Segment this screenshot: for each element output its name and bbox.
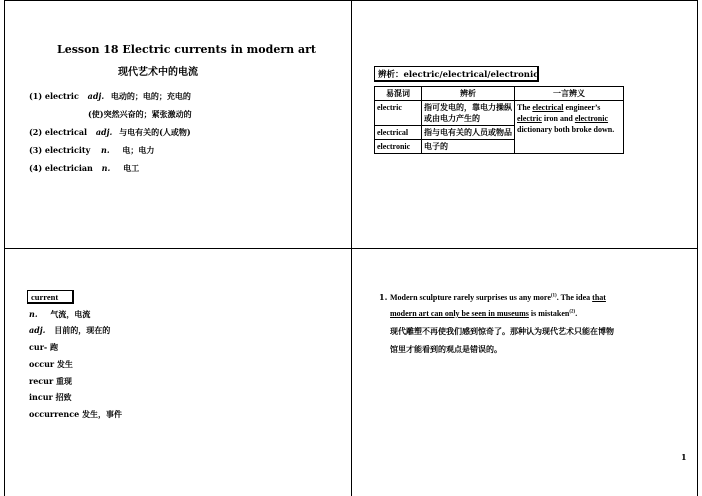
list-item: n. 气流，电流	[29, 309, 91, 319]
border-right	[697, 0, 698, 496]
page-number: 1	[681, 452, 687, 462]
example-word-electronic: electronic	[574, 114, 609, 123]
lesson-subtitle: 现代艺术中的电流	[118, 67, 198, 78]
vocab-entry-continued: (使)突然兴奋的；紧张激动的	[88, 109, 192, 119]
table-header-row	[375, 87, 624, 101]
example-word-electrical: electrical	[532, 103, 564, 112]
table-row	[375, 101, 624, 126]
sentence-number: 1.	[379, 292, 388, 302]
vocab-entry: (2) electrical adj. 与电有关的(人或物)	[29, 127, 191, 137]
table-cell-word: electric	[375, 101, 422, 126]
vocab-entry: (3) electricity n. 电；电力	[29, 145, 155, 155]
table-cell-example: The electrical engineer’s electric iron and electronic dictionary both broke down.	[515, 101, 624, 154]
table-cell-desc: 电子的	[422, 140, 515, 154]
table-cell-word: electronic	[375, 140, 422, 154]
lesson-title: Lesson 18 Electric currents in modern art	[57, 43, 316, 56]
list-item: recur 重现	[29, 376, 72, 386]
sentence-english-line-2: modern art can only be seen in museums is mistaken$^{(2)}$.	[390, 309, 578, 318]
example-word-electric: electric	[517, 114, 542, 123]
list-item: incur 招致	[29, 392, 72, 402]
word-tag-current: current	[27, 290, 74, 304]
comparison-table	[374, 86, 624, 154]
list-item: occur 发生	[29, 359, 73, 369]
sentence-english-line-1: Modern sculpture rarely surprises us any more$^{(1)}$. The idea that	[390, 293, 606, 302]
table-header: 辨析	[422, 87, 515, 101]
border-center	[351, 0, 352, 496]
list-item: occurrence 发生，事件	[29, 409, 122, 419]
table-cell-word: electrical	[375, 126, 422, 140]
list-item: cur- 跑	[29, 342, 59, 352]
analysis-tag: 辨析：electric/electrical/electronic	[374, 66, 539, 82]
sentence-chinese-line-1: 现代雕塑不再使我们感到惊奇了。那种认为现代艺术只能在博物	[390, 326, 614, 336]
border-left	[4, 0, 5, 496]
table-header: 一言辨义	[515, 87, 624, 101]
sentence-chinese-line-2: 馆里才能看到的观点是错误的。	[390, 344, 502, 354]
table-header: 易混词	[375, 87, 422, 101]
vocab-entry: (4) electrician n. 电工	[29, 163, 140, 173]
list-item: adj. 目前的，现在的	[29, 325, 111, 335]
vocab-entry: (1) electric adj. 电动的；电的；充电的	[29, 91, 191, 101]
table-cell-desc: 指可发电的，靠电力操纵或由电力产生的	[422, 101, 515, 126]
table-cell-desc: 指与电有关的人员或物品	[422, 126, 515, 140]
